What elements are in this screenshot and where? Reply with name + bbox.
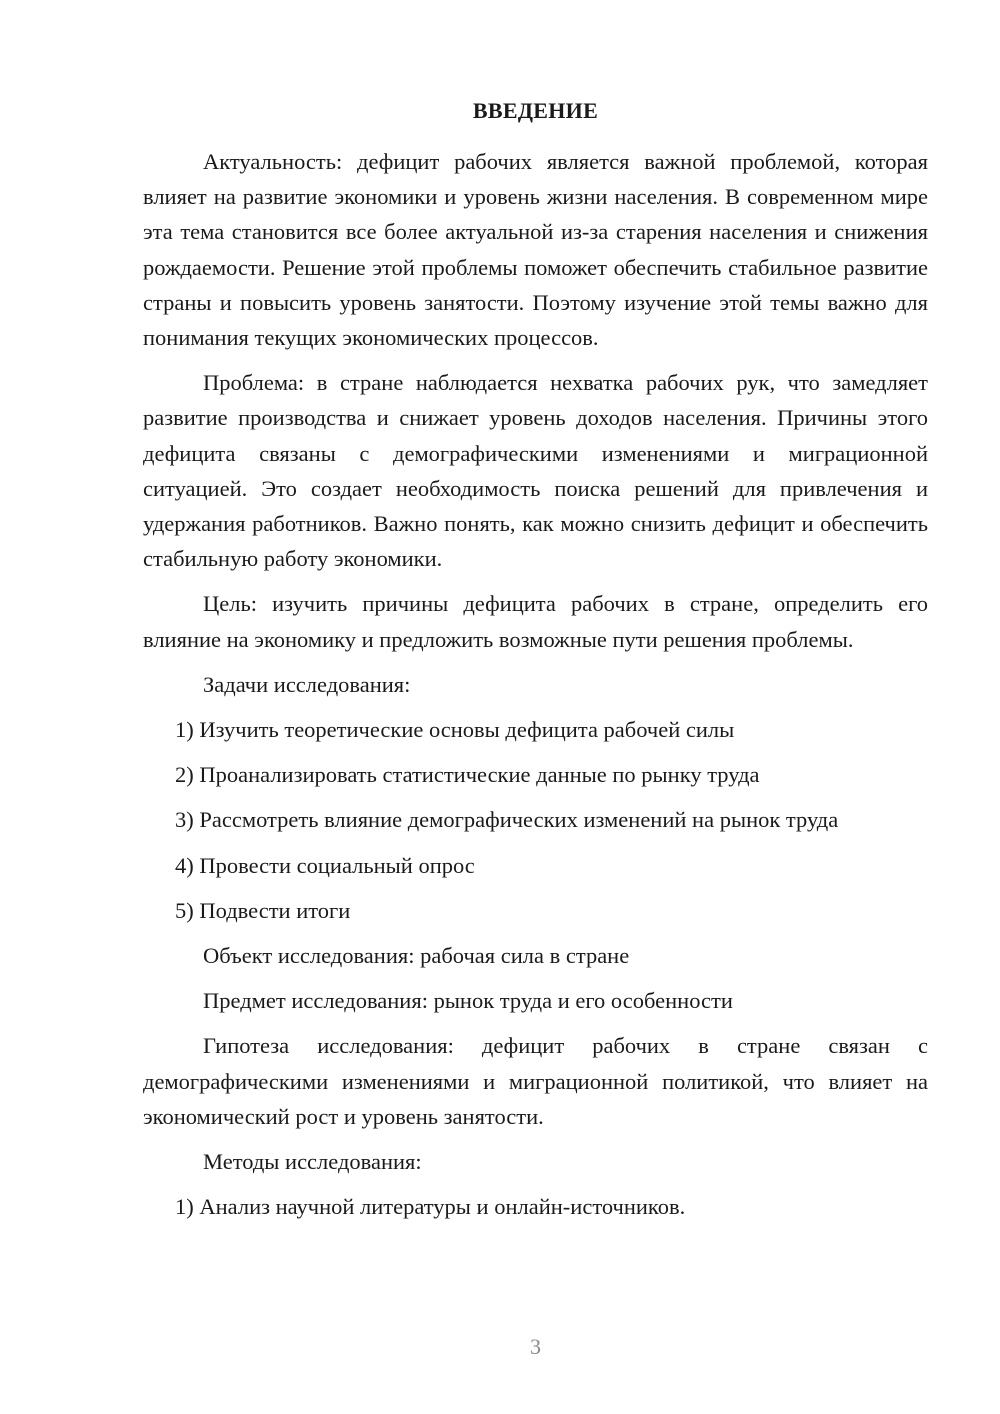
- object-paragraph: Объект исследования: рабочая сила в стране: [203, 943, 630, 969]
- method-item: 1) Анализ научной литературы и онлайн-источников.: [175, 1194, 686, 1220]
- task-item: 2) Проанализировать статистические данные по рынку труда: [175, 762, 760, 788]
- page-title: ВВЕДЕНИЕ: [472, 98, 599, 123]
- methods-heading: Методы исследования:: [203, 1149, 422, 1175]
- tasks-heading: Задачи исследования:: [203, 671, 411, 697]
- goal-paragraph: Цель: изучить причины дефицита рабочих в стране, определить его влияние на экономику и предложить возможные пути решения проблемы.: [143, 591, 928, 652]
- subject-paragraph: Предмет исследования: рынок труда и его особенности: [203, 988, 733, 1014]
- task-item: 5) Подвести итоги: [175, 897, 351, 923]
- task-item: 3) Рассмотреть влияние демографических изменений на рынок труда: [175, 807, 839, 833]
- page-number: 3: [530, 1334, 541, 1359]
- hypothesis-paragraph: Гипотеза исследования: дефицит рабочих в стране связан с демографическими изменениями и миграционной политикой, что влияет на экономический рост и уровень занятости.: [143, 1033, 928, 1129]
- relevance-paragraph: Актуальность: дефицит рабочих является важной проблемой, которая влияет на развитие экономики и уровень жизни населения. В современном мире эта тема становится все более актуальной из-за старения населения и снижения рождаемости. Решение этой проблемы поможет обеспечить стабильное развитие страны и повысить уровень занятости. Поэтому изучение этой темы важно для понимания текущих экономических процессов.: [143, 149, 928, 351]
- task-item: 4) Провести социальный опрос: [175, 852, 475, 878]
- task-item: 1) Изучить теоретические основы дефицита рабочей силы: [175, 717, 735, 743]
- problem-paragraph: Проблема: в стране наблюдается нехватка рабочих рук, что замедляет развитие производства и снижает уровень доходов населения. Причины этого дефицита связаны с демографическими изменениями и миграционной ситуацией. Это создает необходимость поиска решений для привлечения и удержания работников. Важно понять, как можно снизить дефицит и обеспечить стабильную работу экономики.: [143, 370, 928, 572]
- body-text: [143, 144, 928, 1234]
